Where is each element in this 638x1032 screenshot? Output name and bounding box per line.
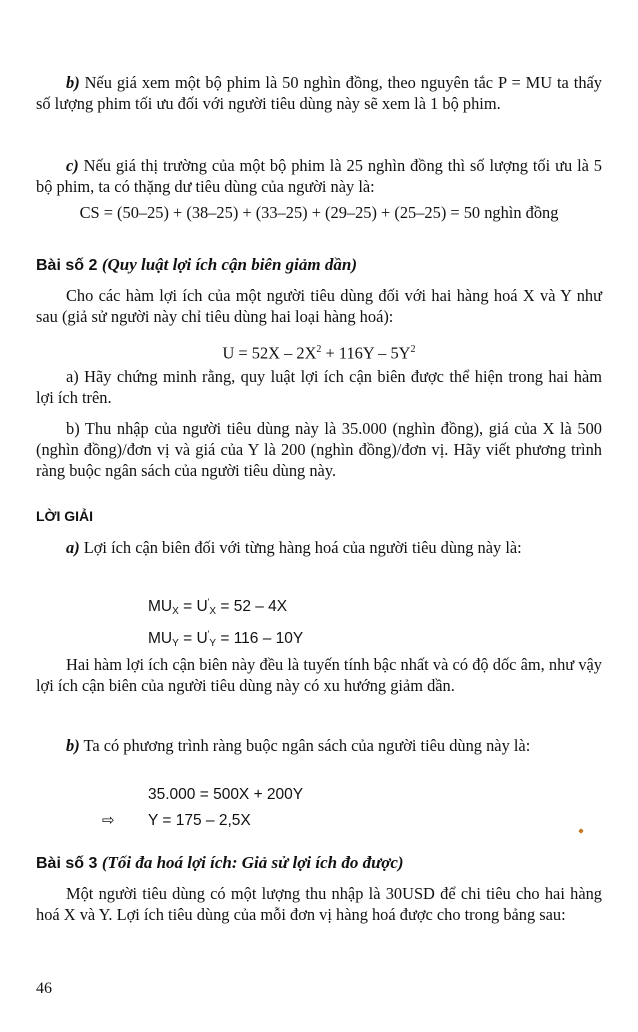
mux-derivative-subscript: X: [209, 606, 217, 618]
consumer-surplus-equation: CS = (50–25) + (38–25) + (33–25) + (29–25) + (25–25) = 50 nghìn đồng: [79, 203, 559, 222]
print-speck: [578, 828, 584, 834]
marginal-utility-x: $MU_X = U'_X = 52 - 4X$: [148, 597, 288, 618]
muy-derivative: = U: [178, 630, 208, 648]
solution-a-text: Lợi ích cận biên đối với từng hàng hoá của người tiêu dùng này là:: [79, 538, 522, 557]
marginal-utility-y: $MU_Y = U'_Y = 116 - 10Y$: [148, 629, 304, 650]
part-c-label: c): [66, 156, 79, 175]
problem-2-intro: Cho các hàm lợi ích của một người tiêu dùng đối với hai hàng hoá X và Y như sau (giả sử người này chỉ tiêu dùng hai loại hàng hoá):: [36, 286, 602, 326]
problem-3-number: Bài số 3: [36, 855, 98, 872]
solution-b-paragraph: [36, 735, 602, 756]
muy-derivative-subscript: Y: [209, 638, 217, 650]
utility-function-part1: U = 52X – 2X: [222, 343, 317, 363]
problem-3-intro: Một người tiêu dùng có một lượng thu nhập là 30USD để chi tiêu cho hai hàng hoá X và Y. Lợi ích tiêu dùng của mỗi đơn vị hàng hoá được cho trong bảng sau:: [36, 884, 602, 924]
implies-arrow-icon: ⇨: [102, 811, 115, 829]
utility-function-part2: + 116Y – 5Y: [321, 343, 411, 363]
page-number: 46: [36, 980, 52, 997]
problem-2-question-b: b) Thu nhập của người tiêu dùng này là 35.000 (nghìn đồng), giá của X là 500 (nghìn đồng)/đơn vị và giá của Y là 200 (nghìn đồng)/đơn vị. Hãy viết phương trình ràng buộc ngân sách của người tiêu dùng này.: [36, 419, 602, 480]
problem-2-number: Bài số 2: [36, 257, 98, 274]
budget-equation: 35.000 = 500X + 200Y: [148, 786, 304, 803]
muy-rhs: = 116 – 10Y: [216, 630, 304, 648]
budget-result: Y = 175 – 2,5X: [148, 812, 251, 829]
solution-a-paragraph: [36, 537, 602, 558]
muy-lhs: MU: [148, 630, 173, 648]
problem-2-question-a: a) Hãy chứng minh rằng, quy luật lợi ích cận biên được thể hiện trong hai hàm lợi ích trên.: [36, 367, 602, 407]
mux-rhs: = 52 – 4X: [216, 598, 288, 616]
solution-a-label: a): [66, 538, 80, 557]
mux-subscript: X: [172, 606, 179, 618]
mux-lhs: MU: [148, 598, 173, 616]
utility-exponent-1: 2: [316, 344, 322, 355]
problem-2-subtitle: (Quy luật lợi ích cận biên giảm dần): [101, 255, 357, 274]
problem-3-subtitle: (Tối đa hoá lợi ích: Giả sử lợi ích đo được): [101, 853, 404, 872]
utility-exponent-2: 2: [410, 344, 416, 355]
solution-b-text: Ta có phương trình ràng buộc ngân sách của người tiêu dùng này là:: [79, 736, 531, 755]
problem-3-heading: [36, 852, 602, 874]
part-b-label: b): [66, 73, 80, 92]
problem-2-heading: [36, 254, 602, 276]
mux-derivative: = U: [178, 598, 208, 616]
muy-subscript: Y: [172, 638, 179, 650]
part-b-text: Nếu giá xem một bộ phim là 50 nghìn đồng, theo nguyên tắc P = MU ta thấy số lượng phim tối ưu đối với người tiêu dùng này sẽ xem là 1 bộ phim.: [36, 73, 602, 113]
solution-heading: LỜI GIẢI: [36, 508, 94, 524]
part-c-text: Nếu giá thị trường của một bộ phim là 25 nghìn đồng thì số lượng tối ưu là 5 bộ phim, ta có thặng dư tiêu dùng của người này là:: [36, 156, 602, 196]
part-b-previous-paragraph: [36, 72, 602, 114]
part-c-previous-paragraph: [36, 155, 602, 197]
utility-function: [36, 339, 602, 363]
solution-b-label: b): [66, 736, 80, 755]
solution-a-conclusion: Hai hàm lợi ích cận biên này đều là tuyến tính bậc nhất và có độ dốc âm, như vậy lợi ích cận biên của người tiêu dùng này có xu hướng giảm dần.: [36, 655, 602, 695]
